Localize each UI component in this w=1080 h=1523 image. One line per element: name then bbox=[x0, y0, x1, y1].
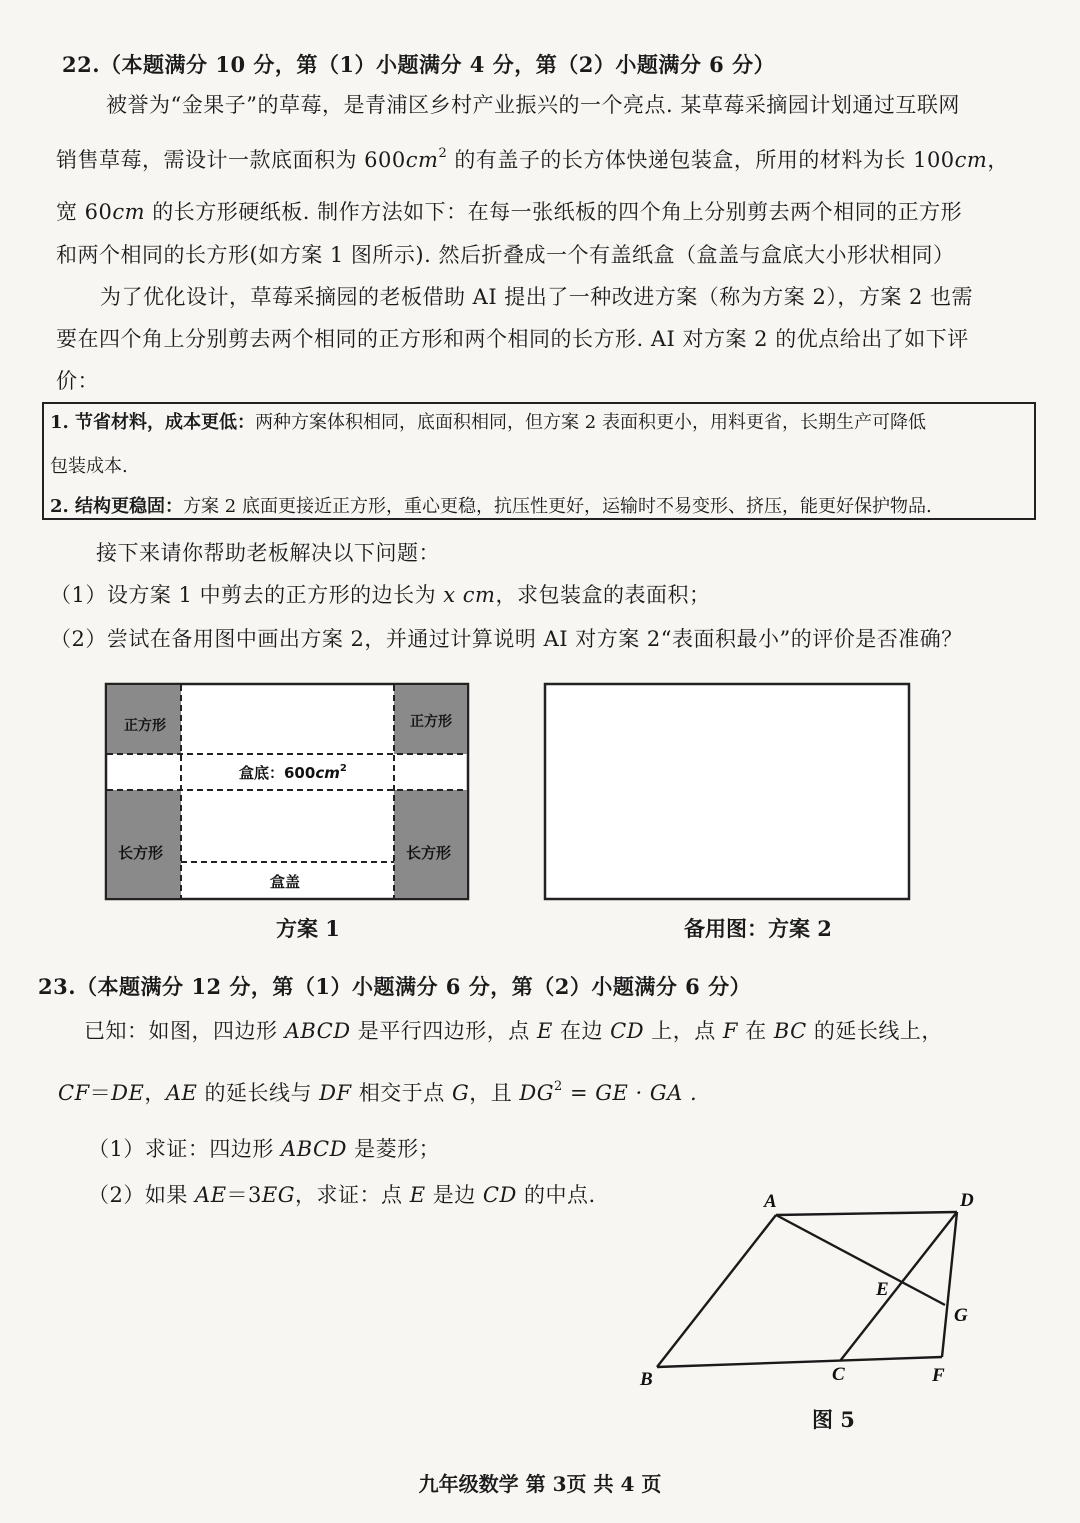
q22-text: 的有盖子的长方体快递包装盒，所用的材料为长 100 bbox=[447, 148, 955, 172]
evaluation-text: 两种方案体积相同，底面积相同，但方案 2 表面积更小，用料更省，长期生产可降低 bbox=[255, 412, 926, 433]
figure-5-geometry bbox=[630, 1185, 990, 1400]
rect-br-label: 长方形 bbox=[406, 844, 452, 862]
unit: cm bbox=[954, 148, 988, 172]
q22-text: ， bbox=[987, 148, 1009, 172]
point-B-label: B bbox=[640, 1369, 653, 1390]
evaluation-item-1 bbox=[50, 410, 926, 436]
math: EG bbox=[261, 1183, 296, 1207]
math: BC bbox=[773, 1019, 807, 1043]
plan-1-diagram bbox=[104, 682, 470, 902]
q23-text: 的中点. bbox=[516, 1183, 596, 1207]
q23-text: 是菱形； bbox=[346, 1137, 441, 1161]
q23-text: 在 bbox=[738, 1019, 774, 1043]
point-E-label: E bbox=[876, 1279, 889, 1300]
q23-text: （2）如果 bbox=[88, 1183, 196, 1207]
plan-2-blank-diagram bbox=[543, 682, 913, 902]
q23-text: 是边 bbox=[425, 1183, 483, 1207]
rect-bl-label: 长方形 bbox=[118, 844, 164, 862]
base-unit: cm bbox=[315, 764, 340, 782]
page-footer: 九年级数学 第 3页 共 4 页 bbox=[418, 1472, 662, 1496]
q22-paragraph2-line1: 为了优化设计，草莓采摘园的老板借助 AI 提出了一种改进方案（称为方案 2），方案 2 也需 bbox=[100, 285, 974, 309]
point-A-label: A bbox=[764, 1191, 777, 1212]
evaluation-text: 方案 2 底面更接近正方形，重心更稳，抗压性更好，运输时不易变形、挤压，能更好保护物品. bbox=[183, 496, 932, 517]
math: ABCD bbox=[284, 1019, 351, 1043]
unit: cm bbox=[405, 148, 439, 172]
q23-given-line1 bbox=[84, 1016, 943, 1046]
q22-intro: 接下来请你帮助老板解决以下问题： bbox=[96, 541, 440, 565]
q22-subquestion-2: （2）尝试在备用图中画出方案 2，并通过计算说明 AI 对方案 2“表面积最小”的评价是否准确？ bbox=[50, 627, 963, 651]
q22-paragraph1-line2 bbox=[56, 145, 1009, 175]
evaluation-title: 2. 结构更稳固： bbox=[50, 496, 184, 517]
q23-text: 的延长线与 bbox=[197, 1081, 320, 1105]
segment-DF bbox=[942, 1212, 957, 1357]
q22-paragraph1-line3 bbox=[56, 197, 962, 227]
q23-text: ＝ bbox=[89, 1081, 112, 1105]
math: F bbox=[722, 1019, 738, 1043]
point-C-label: C bbox=[832, 1364, 845, 1385]
q23-text: 上，点 bbox=[644, 1019, 723, 1043]
plan-1-caption: 方案 1 bbox=[276, 916, 340, 941]
q22-text: 宽 60 bbox=[56, 200, 113, 224]
point-G-label: G bbox=[954, 1305, 968, 1326]
base-label bbox=[239, 763, 347, 782]
math: AE bbox=[195, 1183, 227, 1207]
q22-paragraph2-line2: 要在四个角上分别剪去两个相同的正方形和两个相同的长方形. AI 对方案 2 的优点给出了如下评 bbox=[56, 327, 969, 351]
evaluation-title: 1. 节省材料，成本更低： bbox=[50, 412, 256, 433]
segment-AD bbox=[776, 1212, 957, 1215]
variable: x bbox=[443, 583, 456, 607]
q23-header: 23.（本题满分 12 分，第（1）小题满分 6 分，第（2）小题满分 6 分） bbox=[38, 974, 752, 999]
q22-paragraph2-line3: 价： bbox=[56, 369, 99, 393]
math: CD bbox=[610, 1019, 645, 1043]
math: DE bbox=[111, 1081, 145, 1105]
math: DF bbox=[319, 1081, 352, 1105]
q22-paragraph1-line4: 和两个相同的长方形(如方案 1 图所示). 然后折叠成一个有盖纸盒（盒盖与盒底大小形状相同） bbox=[56, 243, 955, 267]
math: CD bbox=[482, 1183, 517, 1207]
superscript: 2 bbox=[554, 1079, 563, 1094]
q23-subquestion-1 bbox=[88, 1134, 440, 1164]
q22-text: （1）设方案 1 中剪去的正方形的边长为 bbox=[50, 583, 444, 607]
unit: cm bbox=[455, 583, 496, 607]
base-sup: 2 bbox=[339, 763, 347, 774]
math: E bbox=[536, 1019, 553, 1043]
math: E bbox=[409, 1183, 426, 1207]
q23-subquestion-2 bbox=[88, 1180, 596, 1210]
q22-paragraph1-line1: 被誉为“金果子”的草莓，是青浦区乡村产业振兴的一个亮点. 某草莓采摘园计划通过互联网 bbox=[106, 93, 960, 117]
segment-AB bbox=[657, 1215, 776, 1367]
unit: cm bbox=[112, 200, 146, 224]
q23-text: ， bbox=[144, 1081, 166, 1105]
math: CF bbox=[58, 1081, 90, 1105]
plan-2-caption: 备用图：方案 2 bbox=[684, 916, 832, 941]
q23-given-line2 bbox=[58, 1078, 697, 1108]
figure-5-caption: 图 5 bbox=[812, 1407, 855, 1432]
math: G bbox=[451, 1081, 470, 1105]
q23-text: ，且 bbox=[469, 1081, 520, 1105]
q22-text: 的长方形硬纸板. 制作方法如下：在每一张纸板的四个角上分别剪去两个相同的正方形 bbox=[145, 200, 963, 224]
base-text: 盒底：600 bbox=[239, 764, 316, 782]
q23-text: 是平行四边形，点 bbox=[350, 1019, 537, 1043]
q23-text: （1）求证：四边形 bbox=[88, 1137, 282, 1161]
q23-text: ，求证：点 bbox=[295, 1183, 410, 1207]
q22-text: ，求包装盒的表面积； bbox=[495, 583, 711, 607]
segment-BF bbox=[657, 1357, 942, 1367]
square-tr-label: 正方形 bbox=[410, 714, 452, 730]
q23-text: 的延长线上， bbox=[806, 1019, 943, 1043]
point-F-label: F bbox=[932, 1365, 945, 1386]
q22-header: 22.（本题满分 10 分，第（1）小题满分 4 分，第（2）小题满分 6 分） bbox=[62, 52, 776, 77]
q22-text: 销售草莓，需设计一款底面积为 600 bbox=[56, 148, 406, 172]
math: DG bbox=[519, 1081, 555, 1105]
point-D-label: D bbox=[960, 1190, 974, 1211]
q23-text: 在边 bbox=[552, 1019, 611, 1043]
q23-text: 相交于点 bbox=[351, 1081, 452, 1105]
math: = GE · GA . bbox=[562, 1081, 698, 1105]
evaluation-item-2 bbox=[50, 494, 932, 520]
segment-DC bbox=[840, 1212, 957, 1361]
q22-subquestion-1 bbox=[50, 580, 710, 610]
evaluation-item-1-continued: 包装成本. bbox=[50, 456, 128, 477]
q23-text: ＝3 bbox=[226, 1183, 262, 1207]
ai-evaluation-box bbox=[42, 402, 1036, 520]
square-tl-label: 正方形 bbox=[124, 718, 166, 734]
math: AE bbox=[165, 1081, 198, 1105]
math: ABCD bbox=[281, 1137, 347, 1161]
lid-label: 盒盖 bbox=[270, 873, 301, 891]
superscript: 2 bbox=[438, 146, 448, 161]
q23-text: 已知：如图，四边形 bbox=[84, 1019, 285, 1043]
